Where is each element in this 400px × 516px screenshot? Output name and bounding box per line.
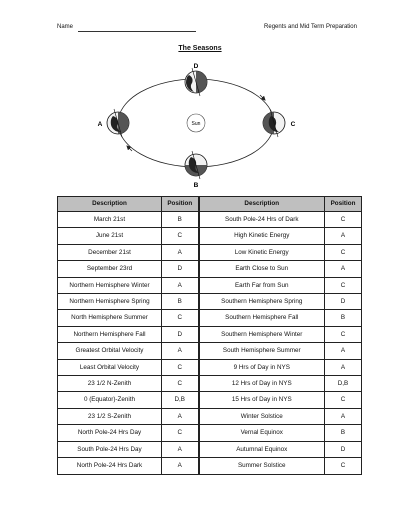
position-cell: B — [162, 212, 199, 228]
position-cell: C — [162, 228, 199, 244]
position-cell: A — [325, 343, 362, 359]
table-row — [58, 294, 362, 310]
position-cell: A — [325, 359, 362, 375]
position-cell: C — [325, 212, 362, 228]
position-cell: C — [325, 458, 362, 474]
table-header-row — [58, 197, 362, 212]
header-description-2: Description — [199, 197, 325, 212]
position-cell: D,B — [325, 376, 362, 392]
position-cell: C — [325, 326, 362, 342]
description-cell: 0 (Equator)-Zenith — [58, 392, 162, 408]
position-cell: D,B — [162, 392, 199, 408]
header-description-1: Description — [58, 197, 162, 212]
description-cell: South Hemisphere Summer — [199, 343, 325, 359]
position-cell: A — [162, 408, 199, 424]
table-row — [58, 408, 362, 424]
description-cell: June 21st — [58, 228, 162, 244]
position-cell: D — [162, 261, 199, 277]
header-position-2: Position — [325, 197, 362, 212]
position-cell: D — [162, 326, 199, 342]
header-position-1: Position — [162, 197, 199, 212]
description-cell: Low Kinetic Energy — [199, 244, 325, 260]
table-row — [58, 228, 362, 244]
table-row — [58, 425, 362, 441]
position-cell: A — [162, 244, 199, 260]
description-cell: 9 Hrs of Day in NYS — [199, 359, 325, 375]
position-cell: A — [162, 458, 199, 474]
description-cell: South Pole-24 Hrs of Dark — [199, 212, 325, 228]
description-cell: December 21st — [58, 244, 162, 260]
page-header — [57, 24, 357, 34]
position-cell: C — [325, 277, 362, 293]
description-cell: Least Orbital Velocity — [58, 359, 162, 375]
table-body — [58, 212, 362, 475]
description-cell: Greatest Orbital Velocity — [58, 343, 162, 359]
position-cell: B — [325, 310, 362, 326]
position-label-b: B — [193, 182, 199, 189]
position-cell: C — [162, 359, 199, 375]
position-cell: A — [325, 228, 362, 244]
position-cell: B — [162, 294, 199, 310]
position-cell: C — [325, 392, 362, 408]
position-cell: A — [162, 441, 199, 457]
description-cell: Northern Hemisphere Winter — [58, 277, 162, 293]
position-cell: D — [325, 294, 362, 310]
table-row — [58, 441, 362, 457]
earth-globe-icon-d — [185, 68, 207, 96]
position-cell: A — [325, 408, 362, 424]
description-cell: 23 1/2 S-Zenith — [58, 408, 162, 424]
description-cell: September 23rd — [58, 261, 162, 277]
earth-globe-icon-c — [263, 109, 285, 137]
position-label-c: C — [290, 121, 296, 128]
seasons-diagram — [90, 55, 310, 195]
position-label-d: D — [193, 63, 199, 70]
earth-globe-icon-a — [107, 109, 129, 137]
position-cell: C — [325, 244, 362, 260]
table-row — [58, 458, 362, 474]
description-cell: Autumnal Equinox — [199, 441, 325, 457]
table-row — [58, 376, 362, 392]
description-cell: 23 1/2 N-Zenith — [58, 376, 162, 392]
table-row — [58, 212, 362, 228]
description-cell: Vernal Equinox — [199, 425, 325, 441]
position-cell: A — [162, 343, 199, 359]
table-row — [58, 310, 362, 326]
table-row — [58, 244, 362, 260]
description-cell: Earth Far from Sun — [199, 277, 325, 293]
course-label: Regents and Mid Term Preparation — [264, 24, 357, 30]
description-cell: North Pole-24 Hrs Day — [58, 425, 162, 441]
table-row — [58, 261, 362, 277]
description-cell: 15 Hrs of Day in NYS — [199, 392, 325, 408]
seasons-table — [57, 196, 362, 475]
position-label-a: A — [97, 121, 103, 128]
name-label: Name — [57, 24, 74, 30]
description-cell: Northern Hemisphere Fall — [58, 326, 162, 342]
table-row — [58, 277, 362, 293]
description-cell: Southern Hemisphere Winter — [199, 326, 325, 342]
position-cell: A — [162, 277, 199, 293]
page-title: The Seasons — [178, 45, 222, 52]
description-cell: Southern Hemisphere Fall — [199, 310, 325, 326]
description-cell: South Pole-24 Hrs Day — [58, 441, 162, 457]
position-cell: D — [325, 441, 362, 457]
description-cell: High Kinetic Energy — [199, 228, 325, 244]
name-blank-line — [78, 31, 196, 32]
position-cell: B — [325, 425, 362, 441]
description-cell: Summer Solstice — [199, 458, 325, 474]
description-cell: North Hemisphere Summer — [58, 310, 162, 326]
position-cell: C — [162, 376, 199, 392]
description-cell: Winter Solstice — [199, 408, 325, 424]
position-cell: A — [325, 261, 362, 277]
description-cell: Southern Hemisphere Spring — [199, 294, 325, 310]
table-row — [58, 343, 362, 359]
table-row — [58, 326, 362, 342]
description-cell: March 21st — [58, 212, 162, 228]
sun-label: Sun — [191, 121, 201, 127]
position-cell: C — [162, 310, 199, 326]
description-cell: Earth Close to Sun — [199, 261, 325, 277]
position-cell: C — [162, 425, 199, 441]
description-cell: 12 Hrs of Day in NYS — [199, 376, 325, 392]
description-cell: North Pole-24 Hrs Dark — [58, 458, 162, 474]
orbit-svg — [90, 55, 310, 195]
earth-globe-icon-b — [185, 151, 207, 179]
table-row — [58, 359, 362, 375]
description-cell: Northern Hemisphere Spring — [58, 294, 162, 310]
table-row — [58, 392, 362, 408]
